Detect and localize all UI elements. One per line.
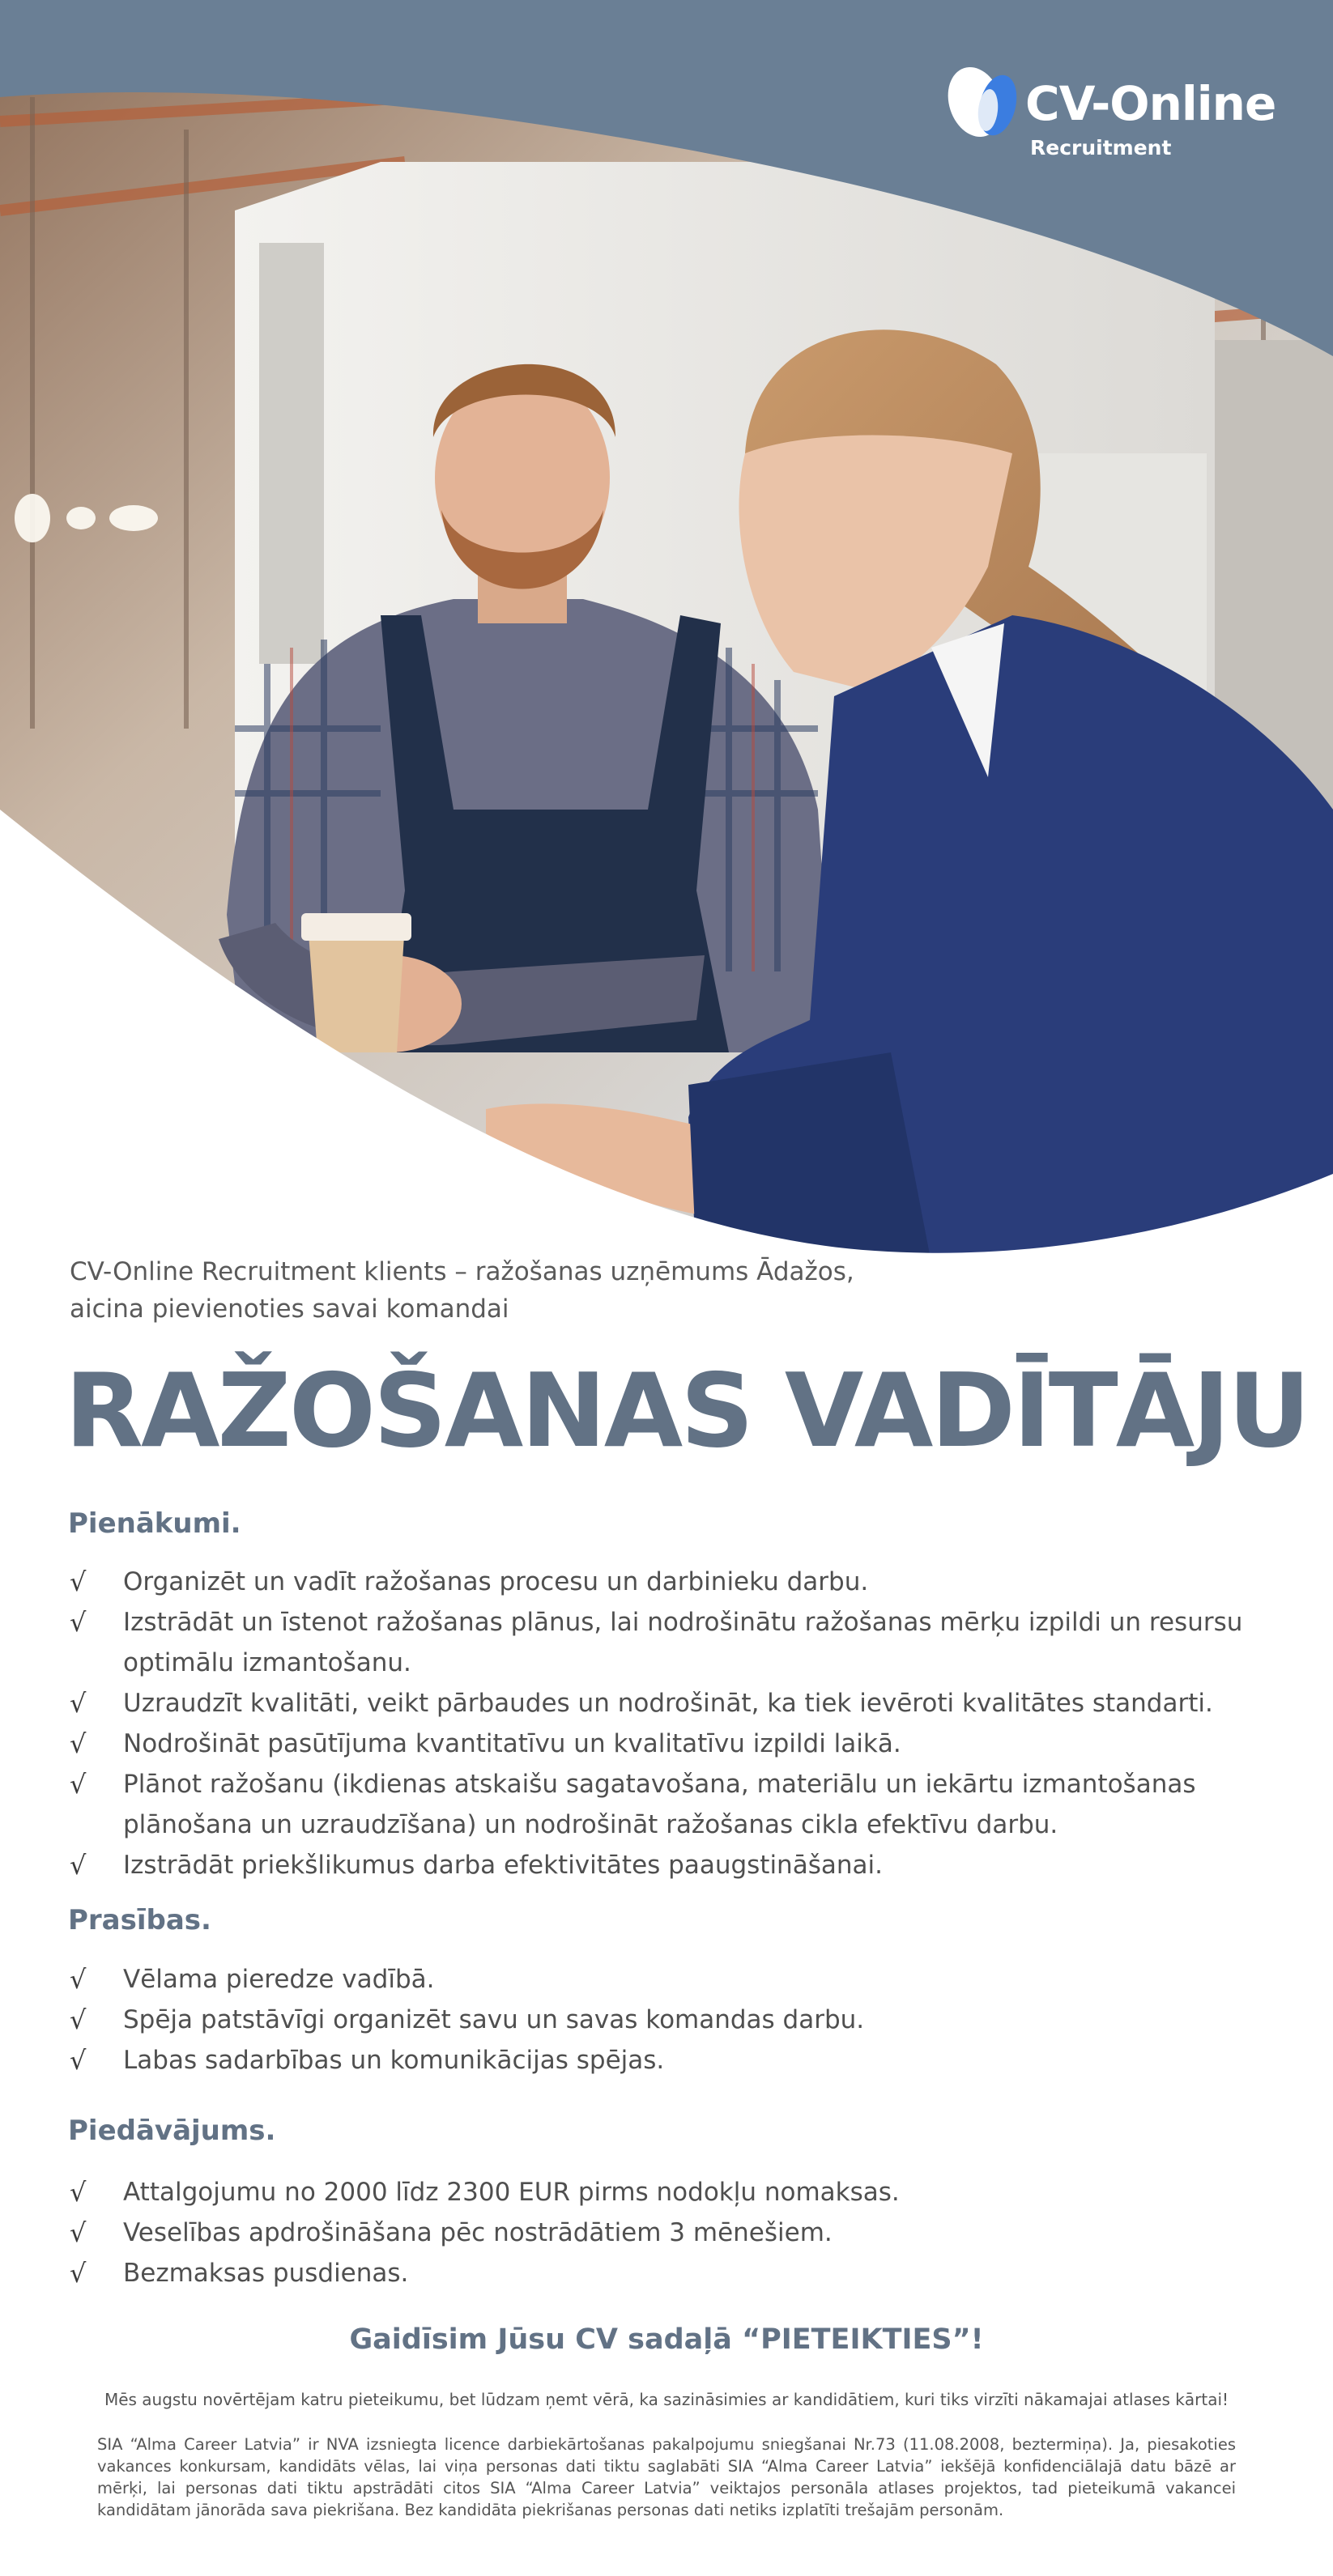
- check-icon: √: [70, 2045, 87, 2076]
- job-title: RAŽOŠANAS VADĪTĀJU: [65, 1351, 1309, 1470]
- offers-list: [70, 2172, 1284, 2293]
- hero-photo: [0, 0, 1333, 1263]
- list-item: √ Uzraudzīt kvalitāti, veikt pārbaudes un nodrošināt, ka tiek ievēroti kvalitātes standarti.: [70, 1683, 1284, 1724]
- check-icon: √: [70, 2177, 87, 2208]
- brand-name: CV-Online: [1025, 76, 1276, 131]
- offers-heading: Piedāvājums.: [68, 2115, 276, 2147]
- list-item: √ Labas sadarbības un komunikācijas spējas.: [70, 2040, 1284, 2081]
- check-icon: √: [70, 1728, 87, 1759]
- list-item: √ Izstrādāt priekšlikumus darba efektivitātes paaugstināšanai.: [70, 1845, 1284, 1885]
- check-icon: √: [70, 1566, 87, 1597]
- apply-call-to-action: Gaidīsim Jūsu CV sadaļā “PIETEIKTIES”!: [349, 2323, 984, 2356]
- check-icon: √: [70, 1688, 87, 1719]
- list-item: √ Spēja patstāvīgi organizēt savu un savas komandas darbu.: [70, 2000, 1284, 2040]
- intro-text: [70, 1253, 1041, 1328]
- check-icon: √: [70, 1964, 87, 1995]
- duties-heading: Pienākumi.: [68, 1507, 241, 1540]
- requirements-list: [70, 1959, 1284, 2081]
- selection-note: Mēs augstu novērtējam katru pieteikumu, bet lūdzam ņemt vērā, ka sazināsimies ar kandidātiem, kuri tiks virzīti nākamajai atlases kārtai!: [104, 2390, 1229, 2409]
- list-item: √ Vēlama pieredze vadībā.: [70, 1959, 1284, 2000]
- check-icon: √: [70, 1769, 87, 1800]
- check-icon: √: [70, 2004, 87, 2035]
- list-item: √ Izstrādāt un īstenot ražošanas plānus, lai nodrošinātu ražošanas mērķu izpildi un resursu optimālu izmantošanu.: [70, 1602, 1284, 1683]
- legal-disclaimer: SIA “Alma Career Latvia” ir NVA izsniegta licence darbiekārtošanas pakalpojumu sniegšanai Nr.73 (11.08.2008, beztermiņa). Ja, piesakoties vakances konkursam, kandidāts vēlas, lai viņa personas dati tiktu saglabāti SIA “Alma Career Latvia” iekšējā konfidenciālajā datu bāzē ar mērķi, lai personas dati tiktu apstrādāti citos SIA “Alma Career Latvia” veiktajos personāla atlases projektos, tad pieteikumā vakancei kandidātam jānorāda sava piekrišana. Bez kandidāta piekrišanas personas dati netiks izplatīti trešajām personām.: [97, 2435, 1236, 2519]
- list-item: √ Organizēt un vadīt ražošanas procesu un darbinieku darbu.: [70, 1562, 1284, 1602]
- check-icon: √: [70, 2258, 87, 2289]
- intro-line-2: aicina pievienoties savai komandai: [70, 1294, 509, 1324]
- check-icon: √: [70, 1607, 87, 1638]
- list-item: √ Veselības apdrošināšana pēc nostrādātiem 3 mēnešiem.: [70, 2213, 1284, 2253]
- check-icon: √: [70, 2217, 87, 2248]
- duties-list: [70, 1562, 1284, 1885]
- requirements-heading: Prasības.: [68, 1904, 211, 1936]
- list-item: √ Plānot ražošanu (ikdienas atskaišu sagatavošana, materiālu un iekārtu izmantošanas plānošana un uzraudzīšana) un nodrošināt ražošanas cikla efektīvu darbu.: [70, 1764, 1284, 1845]
- butterfly-logo-icon: [939, 58, 1028, 147]
- check-icon: √: [70, 1850, 87, 1881]
- intro-line-1: CV-Online Recruitment klients – ražošanas uzņēmums Ādažos,: [70, 1257, 854, 1286]
- list-item: √ Attalgojumu no 2000 līdz 2300 EUR pirms nodokļu nomaksas.: [70, 2172, 1284, 2213]
- list-item: √ Nodrošināt pasūtījuma kvantitatīvu un kvalitatīvu izpildi laikā.: [70, 1724, 1284, 1764]
- brand-logo: [939, 58, 1280, 172]
- brand-tagline: Recruitment: [1030, 136, 1172, 159]
- list-item: √ Bezmaksas pusdienas.: [70, 2253, 1284, 2293]
- hero-banner: [0, 0, 1333, 1263]
